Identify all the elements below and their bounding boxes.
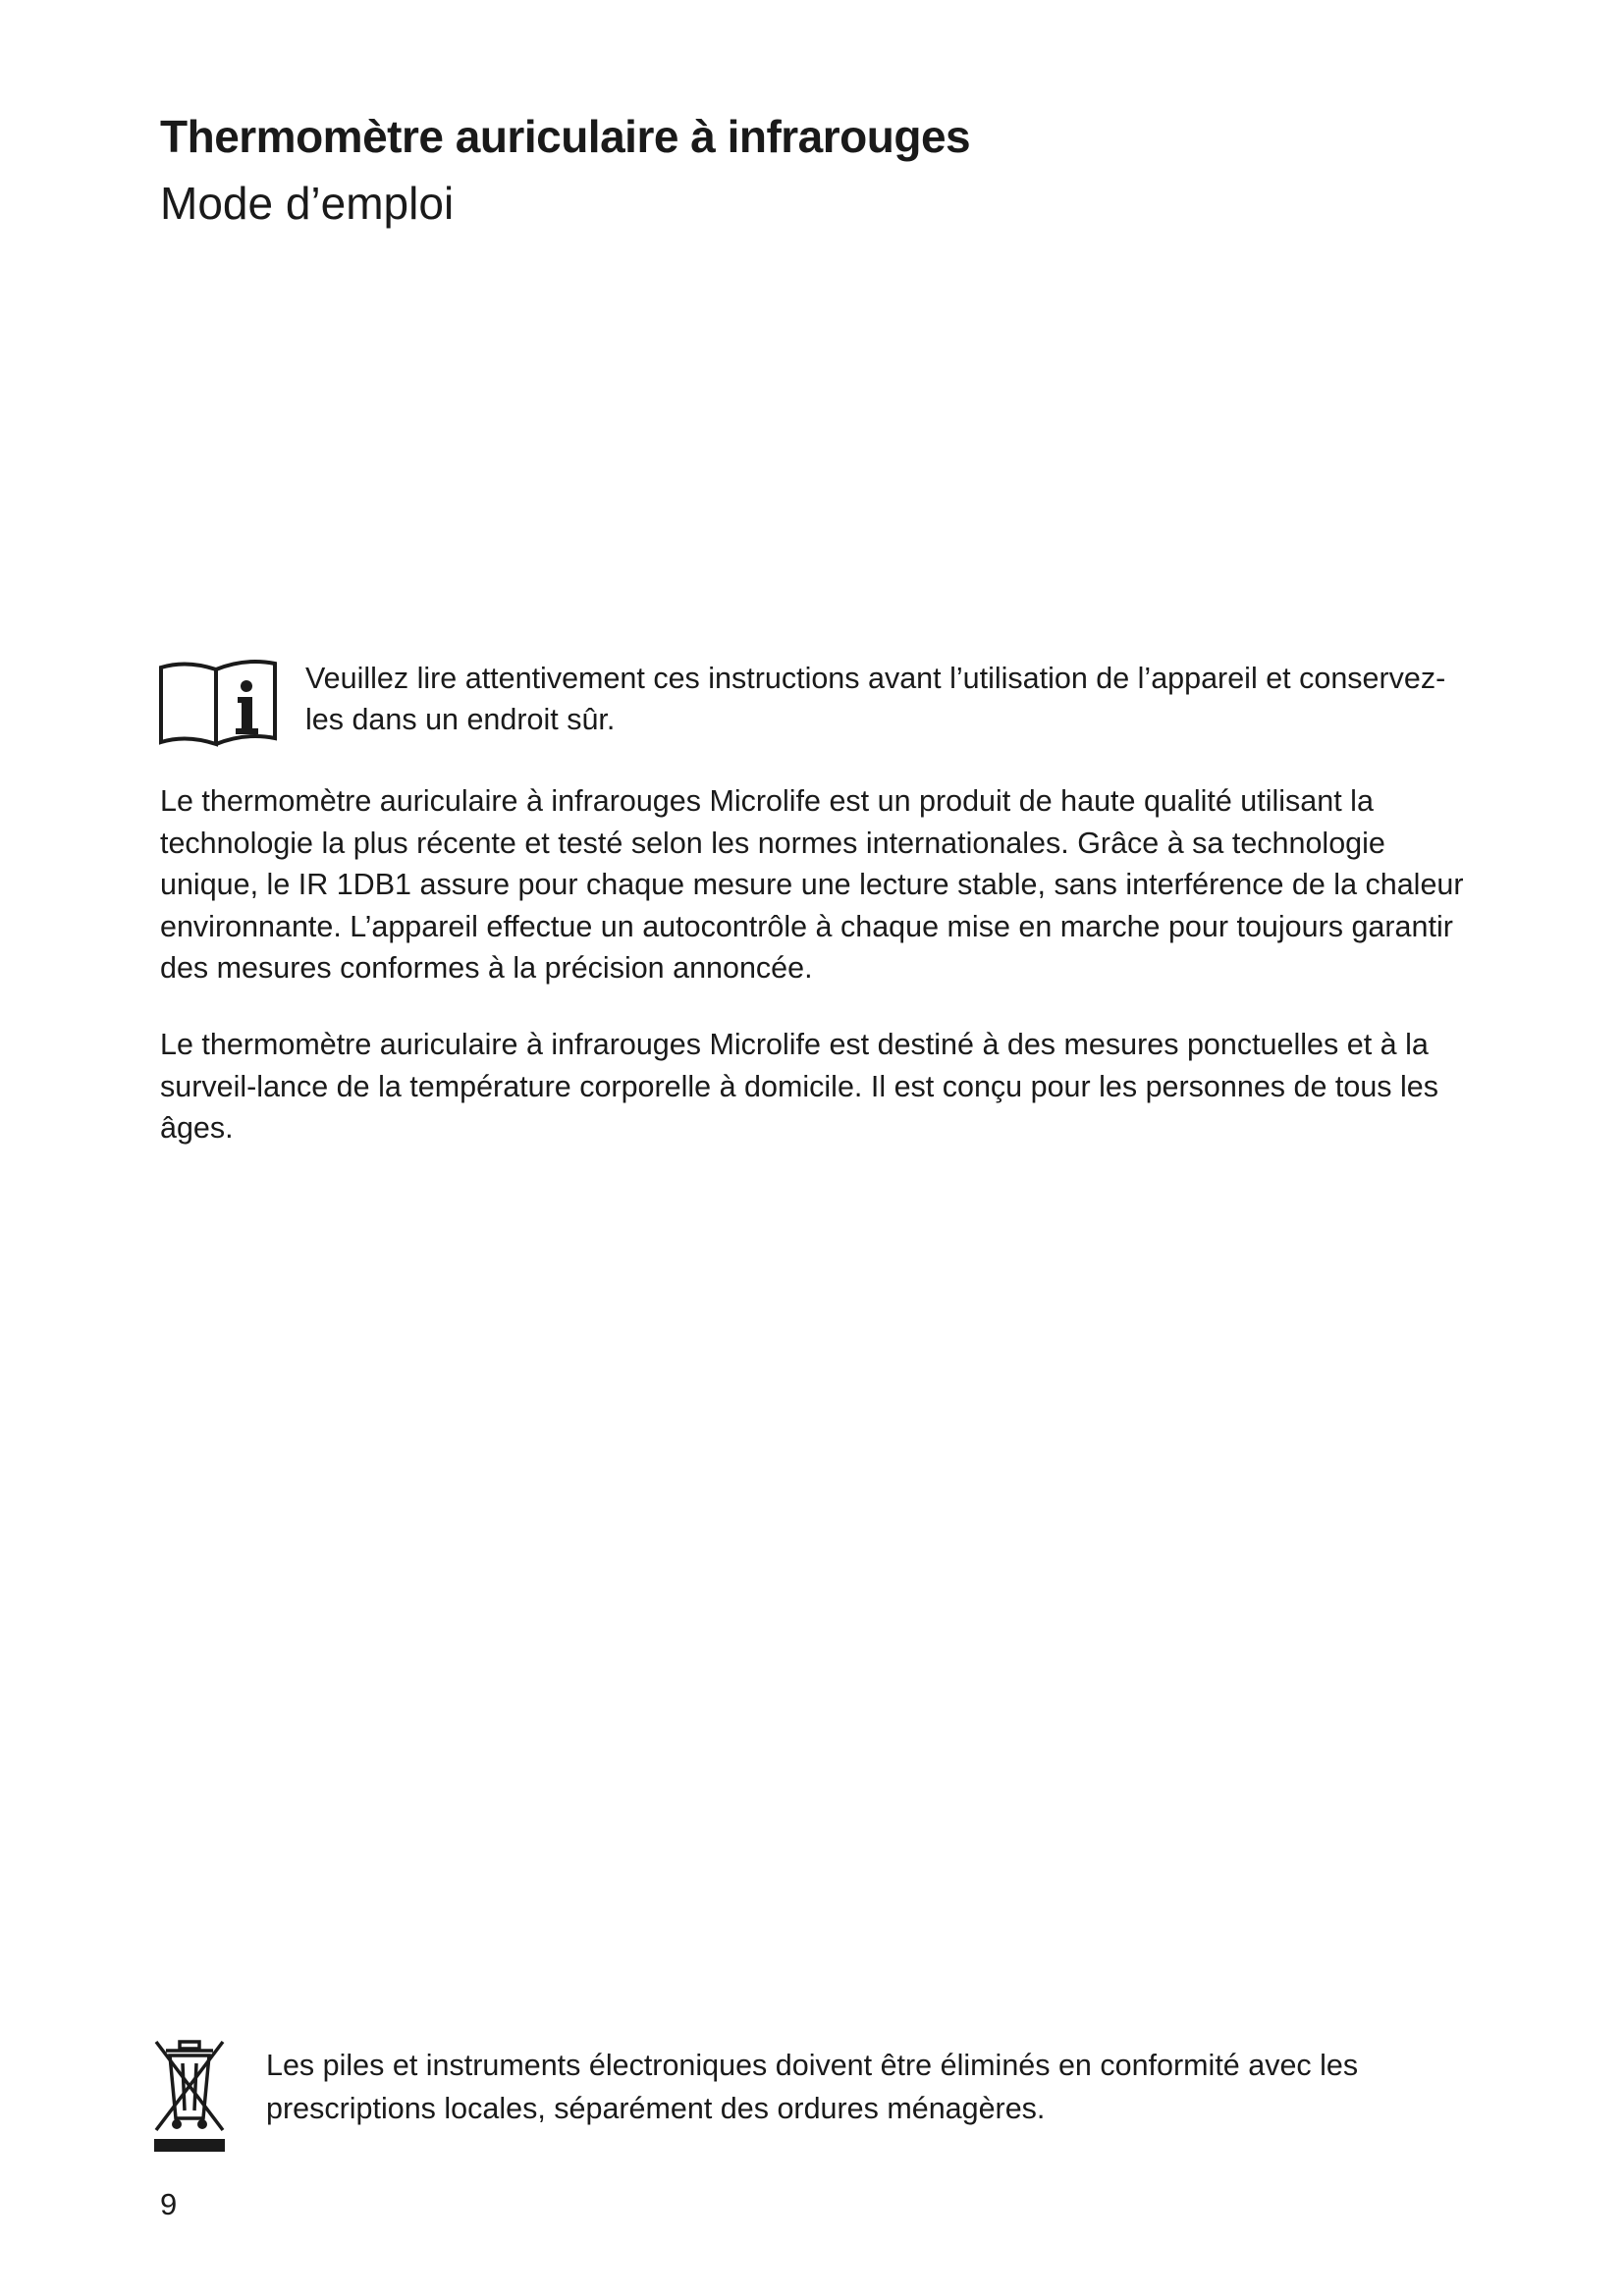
- document-title: Thermomètre auriculaire à infrarouges: [160, 111, 971, 162]
- info-book-icon: [157, 650, 279, 748]
- crossed-out-bin-icon: [150, 2038, 229, 2154]
- page-number: 9: [160, 2187, 178, 2221]
- document-subtitle: Mode d’emploi: [160, 178, 455, 229]
- intended-use-paragraph: Le thermomètre auriculaire à infrarouges Microlife est destiné à des mesures ponctuelles et à la surveil-lance de la température corporelle à domicile. Il est conçu pour les personnes de tous les âges.: [160, 1028, 1439, 1145]
- read-instructions-notice: Veuillez lire attentivement ces instructions avant l’utilisation de l’appareil et conservez-les dans un endroit sûr.: [305, 662, 1446, 736]
- product-description-paragraph: Le thermomètre auriculaire à infrarouges Microlife est un produit de haute qualité utilisant la technologie la plus récente et testé selon les normes internationales. Grâce à sa technologie unique, le IR 1DB1 assure pour chaque mesure une lecture stable, sans interférence de la chaleur environnante. L’appareil effectue un autocontrôle à chaque mise en marche pour toujours garantir des mesures conformes à la précision annoncée.: [160, 784, 1464, 985]
- disposal-notice: Les piles et instruments électroniques doivent être éliminés en conformité avec les prescriptions locales, séparément des ordures ménagères.: [266, 2049, 1359, 2125]
